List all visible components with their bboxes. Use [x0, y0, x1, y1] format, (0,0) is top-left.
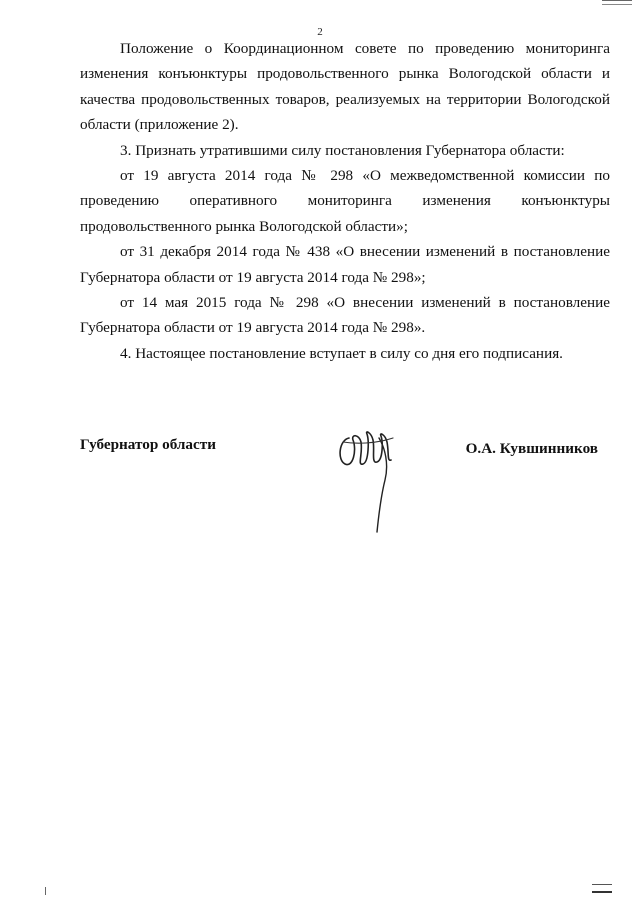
- handwritten-signature: [335, 420, 405, 540]
- signatory-title: Губернатор области: [80, 436, 216, 453]
- signature-block: [80, 432, 610, 542]
- paragraph-appendix-2: Положение о Координационном совете по проведению мониторинга изменения конъюнктуры продовольственного рынка Вологодской области и качества продовольственных товаров, реализуемых на территории Вологодской области (приложение 2).: [80, 40, 610, 134]
- signatory-name: О.А. Кувшинников: [465, 440, 598, 457]
- scan-corner-mark: [602, 0, 632, 5]
- paragraph-repeal-438: от 31 декабря 2014 года № 438 «О внесении изменений в постановление Губернатора области от 19 августа 2014 года № 298»;: [80, 243, 610, 286]
- paragraph-repeal-298: от 19 августа 2014 года № 298 «О межведомственной комиссии по проведению оперативного мониторинга изменения конъюнктуры продовольственного рынка Вологодской области»;: [80, 167, 610, 235]
- document-body: [80, 36, 610, 366]
- page-number: 2: [317, 26, 323, 38]
- paragraph-item-3: 3. Признать утратившими силу постановления Губернатора области:: [120, 141, 565, 159]
- paragraph-repeal-298-2015: от 14 мая 2015 года № 298 «О внесении изменений в постановление Губернатора области от 19 августа 2014 года № 298».: [80, 294, 610, 337]
- scan-footer-mark-left: [45, 887, 46, 895]
- paragraph-item-4: 4. Настоящее постановление вступает в силу со дня его подписания.: [120, 344, 563, 362]
- scan-footer-mark-right: [592, 884, 612, 893]
